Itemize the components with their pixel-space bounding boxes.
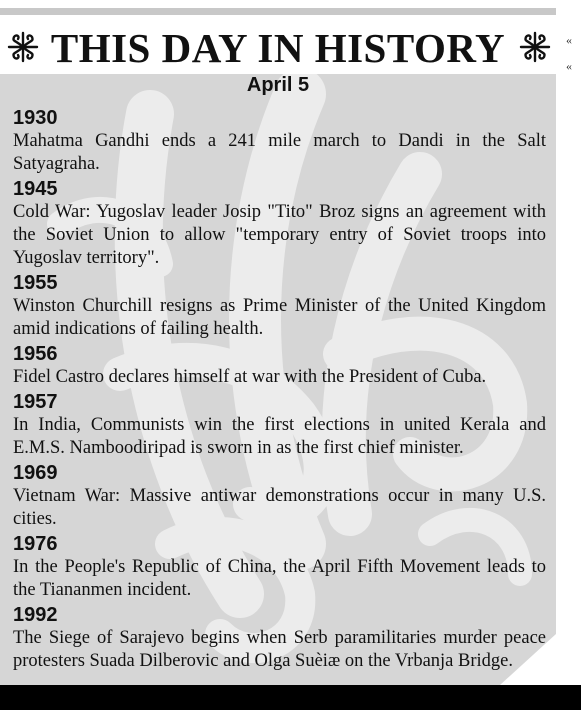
list-item [13, 342, 546, 389]
list-item [13, 461, 546, 531]
event-year: 1956 [13, 343, 58, 365]
flourish-ornament-icon [518, 30, 552, 64]
bottom-bar [0, 685, 581, 710]
event-year: 1945 [13, 178, 58, 200]
event-year: 1992 [13, 604, 58, 626]
event-year: 1957 [13, 391, 58, 413]
header [0, 18, 556, 74]
event-text: In the People's Republic of China, the April Fifth Movement leads to the Tiananmen incident. [13, 557, 546, 600]
list-item [13, 177, 546, 270]
list-item [13, 271, 546, 341]
top-rule [0, 8, 556, 15]
event-text: In India, Communists win the first elections in united Kerala and E.M.S. Namboodiripad is sworn in as the first chief minister. [13, 415, 546, 458]
history-panel [0, 74, 556, 685]
list-item [13, 390, 546, 460]
event-year: 1955 [13, 272, 58, 294]
event-year: 1969 [13, 462, 58, 484]
event-text: Cold War: Yugoslav leader Josip "Tito" Broz signs an agreement with the Soviet Union to allow "temporary entry of Soviet troops into Yugoslav territory". [13, 202, 546, 268]
adjacent-column-edge [556, 0, 581, 685]
adjacent-column-fragment: « [566, 33, 572, 47]
event-text: Mahatma Gandhi ends a 241 mile march to Dandi in the Salt Satyagraha. [13, 131, 546, 174]
event-year: 1930 [13, 107, 58, 129]
event-text: Fidel Castro declares himself at war with the President of Cuba. [13, 367, 487, 387]
event-list [13, 105, 546, 673]
list-item [13, 106, 546, 176]
list-item [13, 532, 546, 602]
event-text: Vietnam War: Massive antiwar demonstrations occur in many U.S. cities. [13, 486, 546, 529]
event-year: 1976 [13, 533, 58, 555]
event-text: Winston Churchill resigns as Prime Minister of the United Kingdom amid indications of failing health. [13, 296, 546, 339]
list-item [13, 603, 546, 673]
date-heading: April 5 [246, 74, 310, 96]
adjacent-column-fragment: « [566, 59, 572, 73]
page-title: THIS DAY IN HISTORY [50, 25, 506, 71]
event-text: The Siege of Sarajevo begins when Serb paramilitaries murder peace protesters Suada Dilberovic and Olga Suèiæ on the Vrbanja Bridge. [13, 628, 546, 671]
